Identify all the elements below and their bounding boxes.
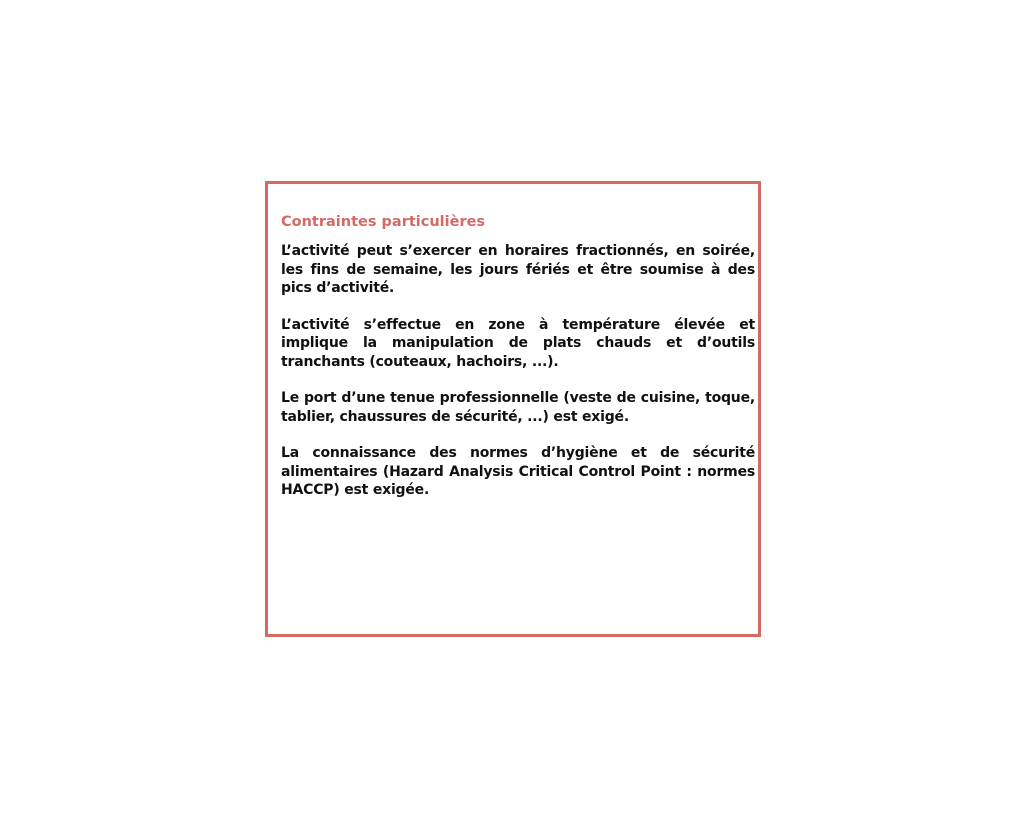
paragraph-work-environment: L’activité s’effectue en zone à température élevée et implique la manipulation de plats chauds et d’outils tranchants (couteaux, hachoirs, ...). — [281, 316, 755, 370]
paragraph-uniform: Le port d’une tenue professionnelle (veste de cuisine, toque, tablier, chaussures de sécurité, ...) est exigé. — [281, 390, 755, 425]
constraints-box — [265, 181, 761, 637]
paragraph-schedule: L’activité peut s’exercer en horaires fractionnés, en soirée, les fins de semaine, les jours fériés et être soumise à des pics d’activité. — [281, 243, 755, 296]
constraints-content — [281, 213, 755, 518]
section-title: Contraintes particulières — [281, 214, 486, 230]
paragraph-haccp: La connaissance des normes d’hygiène et de sécurité alimentaires (Hazard Analysis Critical Control Point : normes HACCP) est exigée. — [281, 445, 755, 498]
